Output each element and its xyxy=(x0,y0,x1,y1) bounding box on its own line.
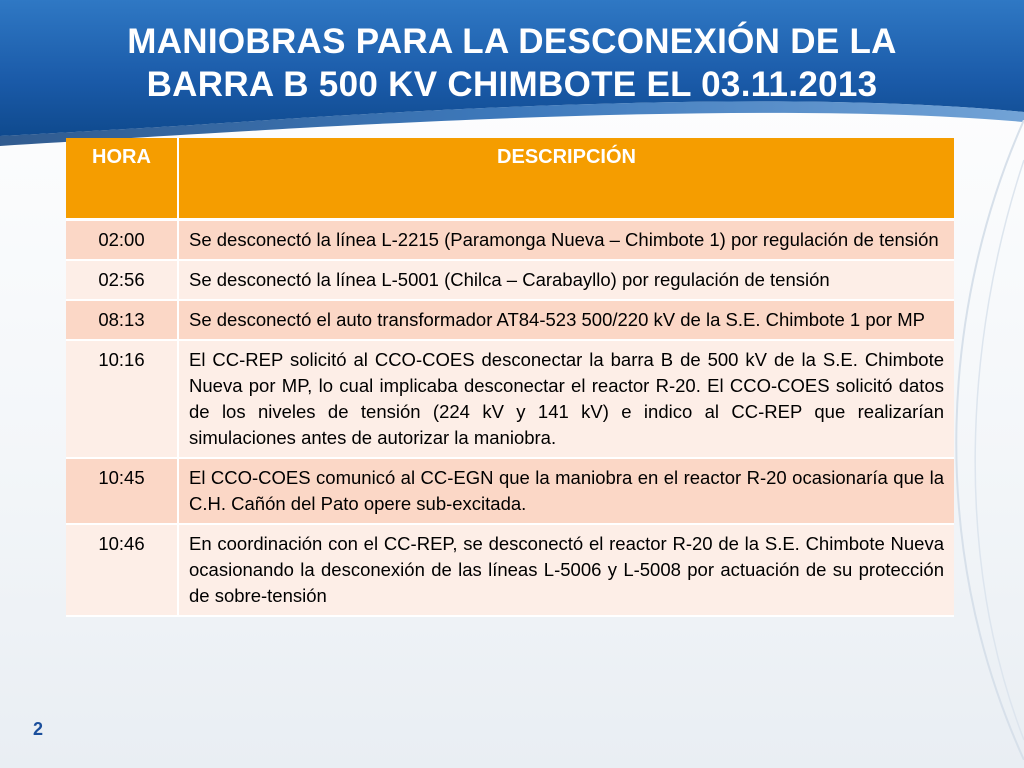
description-cell: Se desconectó el auto transformador AT84-523 500/220 kV de la S.E. Chimbote 1 por MP xyxy=(178,300,954,340)
description-cell: Se desconectó la línea L-2215 (Paramonga Nueva – Chimbote 1) por regulación de tensión xyxy=(178,220,954,261)
time-cell: 10:16 xyxy=(66,340,178,458)
page-number: 2 xyxy=(33,719,44,739)
time-cell: 10:46 xyxy=(66,524,178,616)
slide-title-line-2: BARRA B 500 KV CHIMBOTE EL 03.11.2013 xyxy=(146,65,878,104)
table-header-row xyxy=(66,138,954,220)
table-row xyxy=(66,458,954,524)
table-row xyxy=(66,300,954,340)
table-row xyxy=(66,260,954,300)
time-cell: 10:45 xyxy=(66,458,178,524)
table-row xyxy=(66,220,954,261)
column-header-hora: HORA xyxy=(66,138,178,220)
time-cell: 08:13 xyxy=(66,300,178,340)
description-cell: El CCO-COES comunicó al CC-EGN que la maniobra en el reactor R-20 ocasionaría que la C.H. Cañón del Pato opere sub-excitada. xyxy=(178,458,954,524)
slide-title-line-1: MANIOBRAS PARA LA DESCONEXIÓN DE LA xyxy=(127,22,897,61)
description-cell: Se desconectó la línea L-5001 (Chilca – Carabayllo) por regulación de tensión xyxy=(178,260,954,300)
description-cell: En coordinación con el CC-REP, se desconectó el reactor R-20 de la S.E. Chimbote Nueva ocasionando la desconexión de las líneas L-5006 y L-5008 por actuación de su protección de sobre-tensión xyxy=(178,524,954,616)
maneuvers-table xyxy=(66,138,954,617)
description-cell: El CC-REP solicitó al CCO-COES desconectar la barra B de 500 kV de la S.E. Chimbote Nueva por MP, lo cual implicaba desconectar el reactor R-20. El CCO-COES solicitó datos de los niveles de tensión (224 kV y 141 kV) e indico al CC-REP que realizarían simulaciones antes de autorizar la maniobra. xyxy=(178,340,954,458)
slide-title xyxy=(40,20,984,106)
time-cell: 02:00 xyxy=(66,220,178,261)
table-row xyxy=(66,340,954,458)
time-cell: 02:56 xyxy=(66,260,178,300)
column-header-descripcion: DESCRIPCIÓN xyxy=(178,138,954,220)
table-row xyxy=(66,524,954,616)
